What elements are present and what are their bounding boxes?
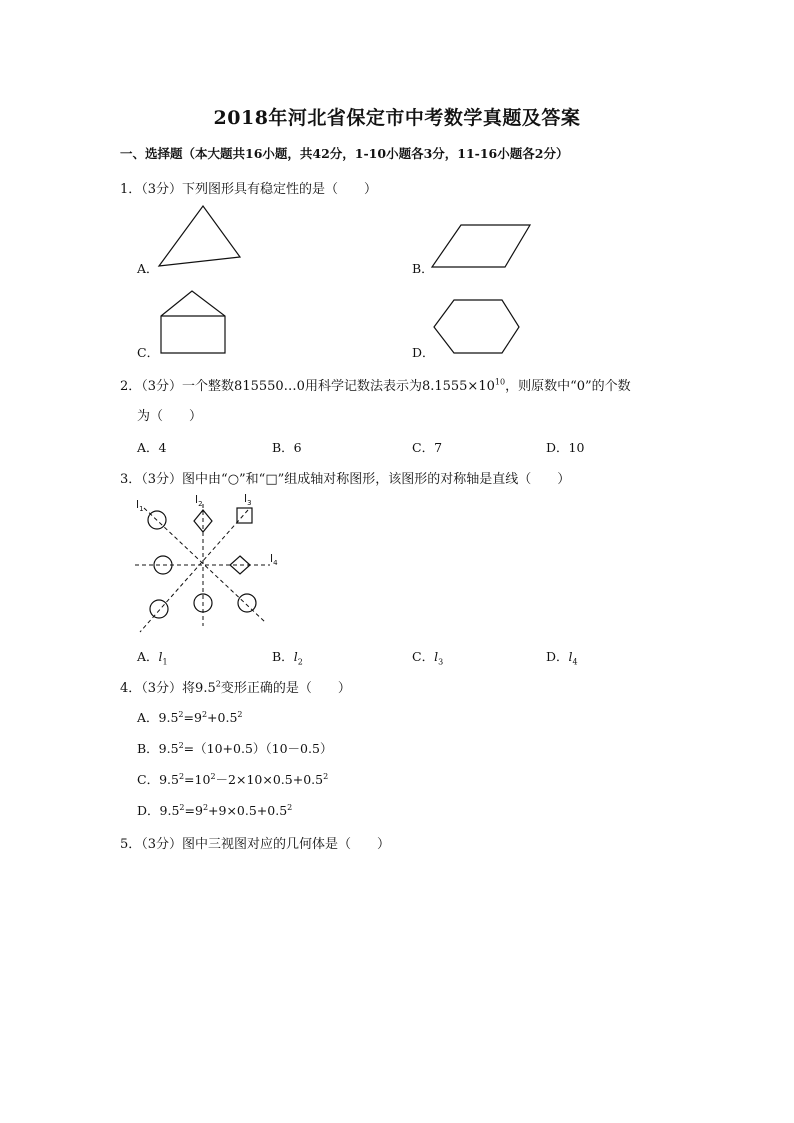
question-2-stem-line2: 为（ ） [137, 409, 203, 424]
q4-option-a: A．$9.5^2=9^2+0.5^2$ [137, 709, 243, 725]
q1-option-b-label: B． [412, 261, 434, 276]
axis-l1-line [144, 508, 265, 622]
axis-l4-label: $l_4$ [270, 552, 278, 567]
q2-exponent: 10 [494, 377, 506, 387]
q2-option-b: B．6 [272, 440, 302, 455]
q2-option-c: C．7 [412, 440, 443, 455]
symmetry-axes-diagram [130, 490, 290, 635]
q2-stem-before: 2．（3分）一个整数815550…0用科学记数法表示为8.1555×10 [120, 379, 495, 394]
hexagon-icon [428, 295, 528, 357]
section-heading: 一、选择题（本大题共16小题，共42分，1-10小题各3分，11-16小题各2分） [120, 146, 569, 161]
q2-stem-after: ，则原数中“0”的个数 [505, 379, 631, 394]
question-2-stem [120, 375, 631, 394]
question-5-stem: 5．（3分）图中三视图对应的几何体是（ ） [120, 837, 391, 852]
q3-option-a: A．$l_1$ [137, 649, 168, 667]
q1-option-a-label: A． [137, 261, 159, 276]
question-4-stem: 4．（3分）将$9.5^2$变形正确的是（ ） [120, 679, 351, 696]
q3-option-d: D．$l_4$ [546, 649, 578, 667]
circle-shape [150, 600, 168, 618]
q4-option-c: C．$9.5^2=10^2-2\times 10\times 0.5+0.5^2$ [137, 771, 329, 787]
q1-option-d-label: D． [412, 345, 435, 360]
axis-l3-label: $l_3$ [244, 492, 252, 507]
parallelogram-icon [428, 220, 538, 272]
circle-shape [238, 594, 256, 612]
question-3-stem: 3．（3分）图中由“○”和“□”组成轴对称图形，该图形的对称轴是直线（ ） [120, 472, 571, 487]
square-shape [237, 508, 252, 523]
q3-option-b: B．$l_2$ [272, 649, 303, 667]
triangle-icon [150, 203, 245, 273]
house-pentagon-icon [155, 286, 235, 358]
axis-l1-label: $l_1$ [136, 498, 144, 513]
q1-option-c-label: C． [137, 345, 160, 360]
axis-l2-label: $l_2$ [195, 493, 203, 508]
question-1-stem: 1．（3分）下列图形具有稳定性的是（ ） [120, 182, 378, 197]
q4-option-d: D．$9.5^2=9^2+9\times 0.5+0.5^2$ [137, 802, 293, 818]
q3-option-c: C．$l_3$ [412, 649, 444, 667]
q2-option-a: A．4 [137, 440, 167, 455]
q4-option-b: B．$9.5^2=(10+0.5)(10-0.5)$ [137, 740, 333, 756]
q2-option-d: D．10 [546, 440, 585, 455]
page-title: 2018年河北省保定市中考数学真题及答案 [213, 107, 581, 129]
